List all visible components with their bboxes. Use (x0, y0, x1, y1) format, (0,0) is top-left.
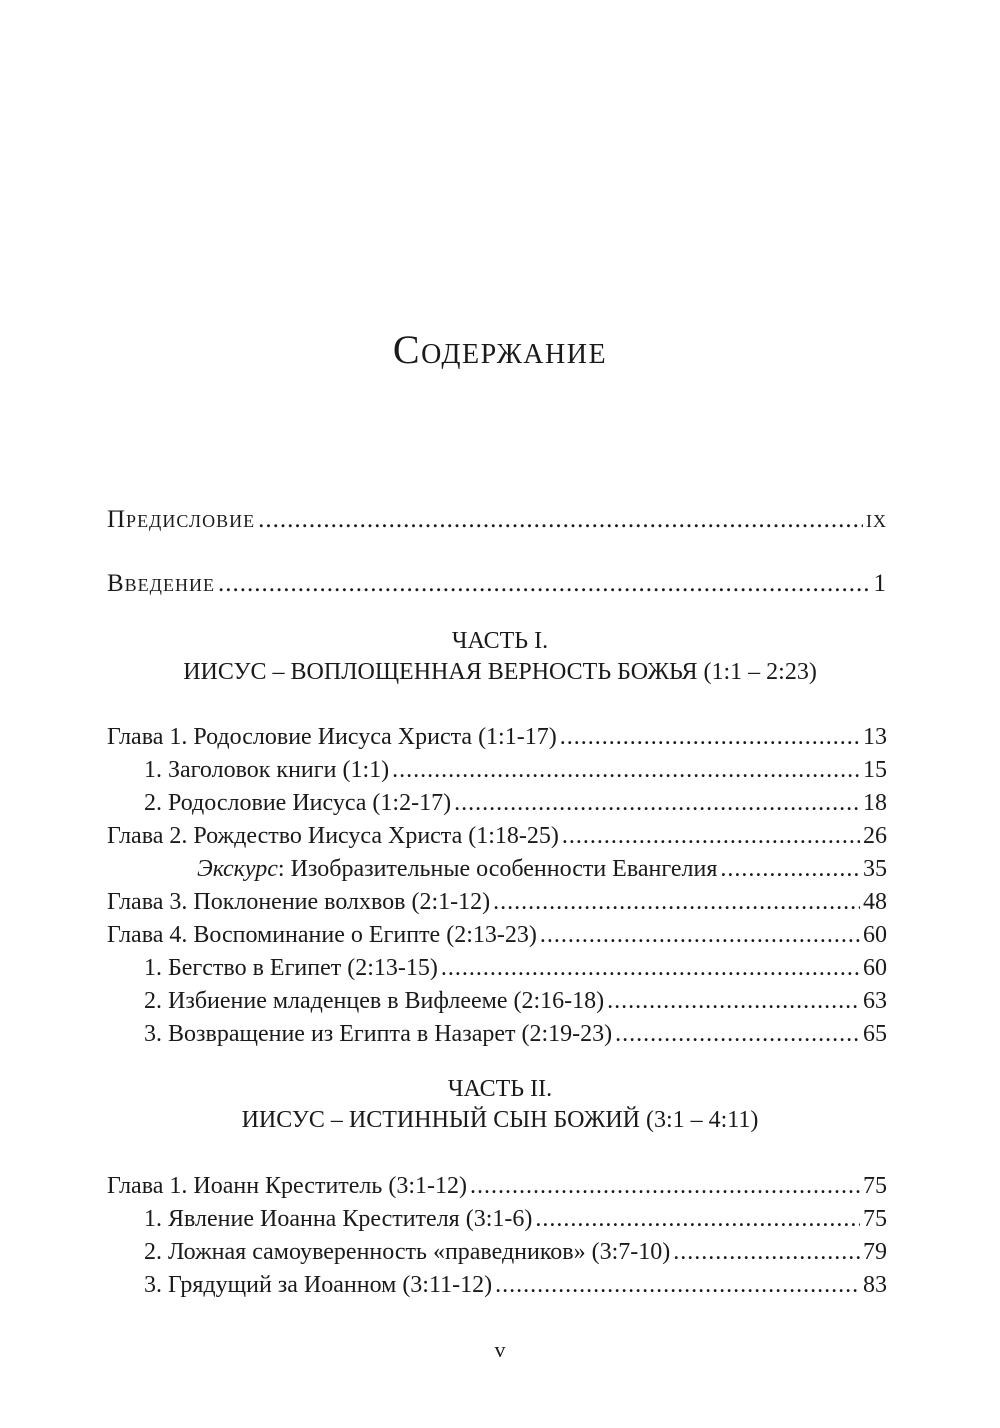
toc-entry[interactable] (107, 721, 887, 753)
page-number: 60 (863, 922, 887, 948)
entry-label: 3. Грядущий за Иоанном (3:11-12) (144, 1272, 493, 1298)
part-1-subtitle: ИИСУС – ВОПЛОЩЕННАЯ ВЕРНОСТЬ БОЖЬЯ (1:1 – 2:23) (183, 659, 817, 685)
entry-label: Глава 1. Родословие Иисуса Христа (1:1-17) (107, 724, 557, 750)
page-number: 83 (863, 1272, 887, 1298)
toc-entry-preface[interactable] (107, 504, 887, 536)
leader-dots (562, 820, 860, 852)
leader-dots (258, 504, 863, 536)
excursus-label: Экскурс (197, 856, 278, 882)
page-number: ix (866, 506, 887, 533)
leader-dots (495, 1269, 860, 1301)
entry-label: 1. Бегство в Египет (2:13-15) (144, 955, 438, 981)
part-2-subtitle: ИИСУС – ИСТИННЫЙ СЫН БОЖИЙ (3:1 – 4:11) (241, 1107, 759, 1133)
page-folio: v (494, 1337, 506, 1362)
toc-entry[interactable] (107, 1269, 887, 1301)
toc-entry[interactable] (107, 1170, 887, 1202)
page-number: 26 (863, 823, 887, 849)
page-number: 15 (863, 757, 887, 783)
page-number: 35 (863, 856, 887, 882)
leader-dots (392, 754, 860, 786)
leader-dots (493, 886, 860, 918)
leader-dots (470, 1170, 860, 1202)
page-number: 1 (873, 570, 887, 597)
entry-label: Введение (107, 570, 215, 597)
toc-entry[interactable] (107, 1018, 887, 1050)
entry-label: Предисловие (107, 506, 256, 533)
leader-dots (560, 721, 860, 753)
entry-label: 2. Родословие Иисуса (1:2-17) (144, 790, 452, 816)
toc-entry[interactable] (107, 886, 887, 918)
leader-dots (218, 568, 871, 600)
entry-label: Глава 3. Поклонение волхвов (2:1-12) (107, 889, 491, 915)
leader-dots (540, 919, 860, 951)
page-number: 79 (863, 1239, 887, 1265)
page-number: 75 (863, 1173, 887, 1199)
part-1-heading: ЧАСТЬ I. (451, 628, 549, 654)
leader-dots (535, 1203, 860, 1235)
entry-label (107, 853, 717, 885)
leader-dots (454, 787, 860, 819)
toc-entry[interactable] (107, 787, 887, 819)
toc-entry[interactable] (107, 952, 887, 984)
leader-dots (607, 985, 860, 1017)
page-number: 13 (863, 724, 887, 750)
page-number: 75 (863, 1206, 887, 1232)
page-number: 63 (863, 988, 887, 1014)
leader-dots (720, 853, 860, 885)
toc-entry[interactable] (107, 1203, 887, 1235)
excursus-title: : Изобразительные особенности Евангелия (277, 856, 718, 882)
toc-entry[interactable] (107, 820, 887, 852)
page-number: 18 (863, 790, 887, 816)
toc-entry[interactable] (107, 1236, 887, 1268)
entry-label: Глава 4. Воспоминание о Египте (2:13-23) (107, 922, 537, 948)
leader-dots (441, 952, 860, 984)
page-number: 48 (863, 889, 887, 915)
entry-label: Глава 2. Рождество Иисуса Христа (1:18-25) (107, 823, 559, 849)
page-number: 60 (863, 955, 887, 981)
entry-label: 2. Избиение младенцев в Вифлееме (2:16-18) (144, 988, 605, 1014)
entry-label: 3. Возвращение из Египта в Назарет (2:19-23) (144, 1021, 613, 1047)
toc-entry[interactable] (107, 985, 887, 1017)
leader-dots (673, 1236, 860, 1268)
page-title: Содержание (392, 327, 608, 372)
leader-dots (615, 1018, 860, 1050)
part-2-heading: ЧАСТЬ II. (447, 1076, 553, 1102)
toc-entry[interactable] (107, 919, 887, 951)
toc-entry[interactable] (107, 754, 887, 786)
toc-entry-excursus[interactable] (107, 853, 887, 885)
entry-label: 1. Явление Иоанна Крестителя (3:1-6) (144, 1206, 533, 1232)
toc-entry-introduction[interactable] (107, 568, 887, 600)
entry-label: 2. Ложная самоуверенность «праведников» (3:7-10) (144, 1239, 671, 1265)
entry-label: 1. Заголовок книги (1:1) (144, 757, 390, 783)
entry-label: Глава 1. Иоанн Креститель (3:1-12) (107, 1173, 467, 1199)
page-number: 65 (863, 1021, 887, 1047)
